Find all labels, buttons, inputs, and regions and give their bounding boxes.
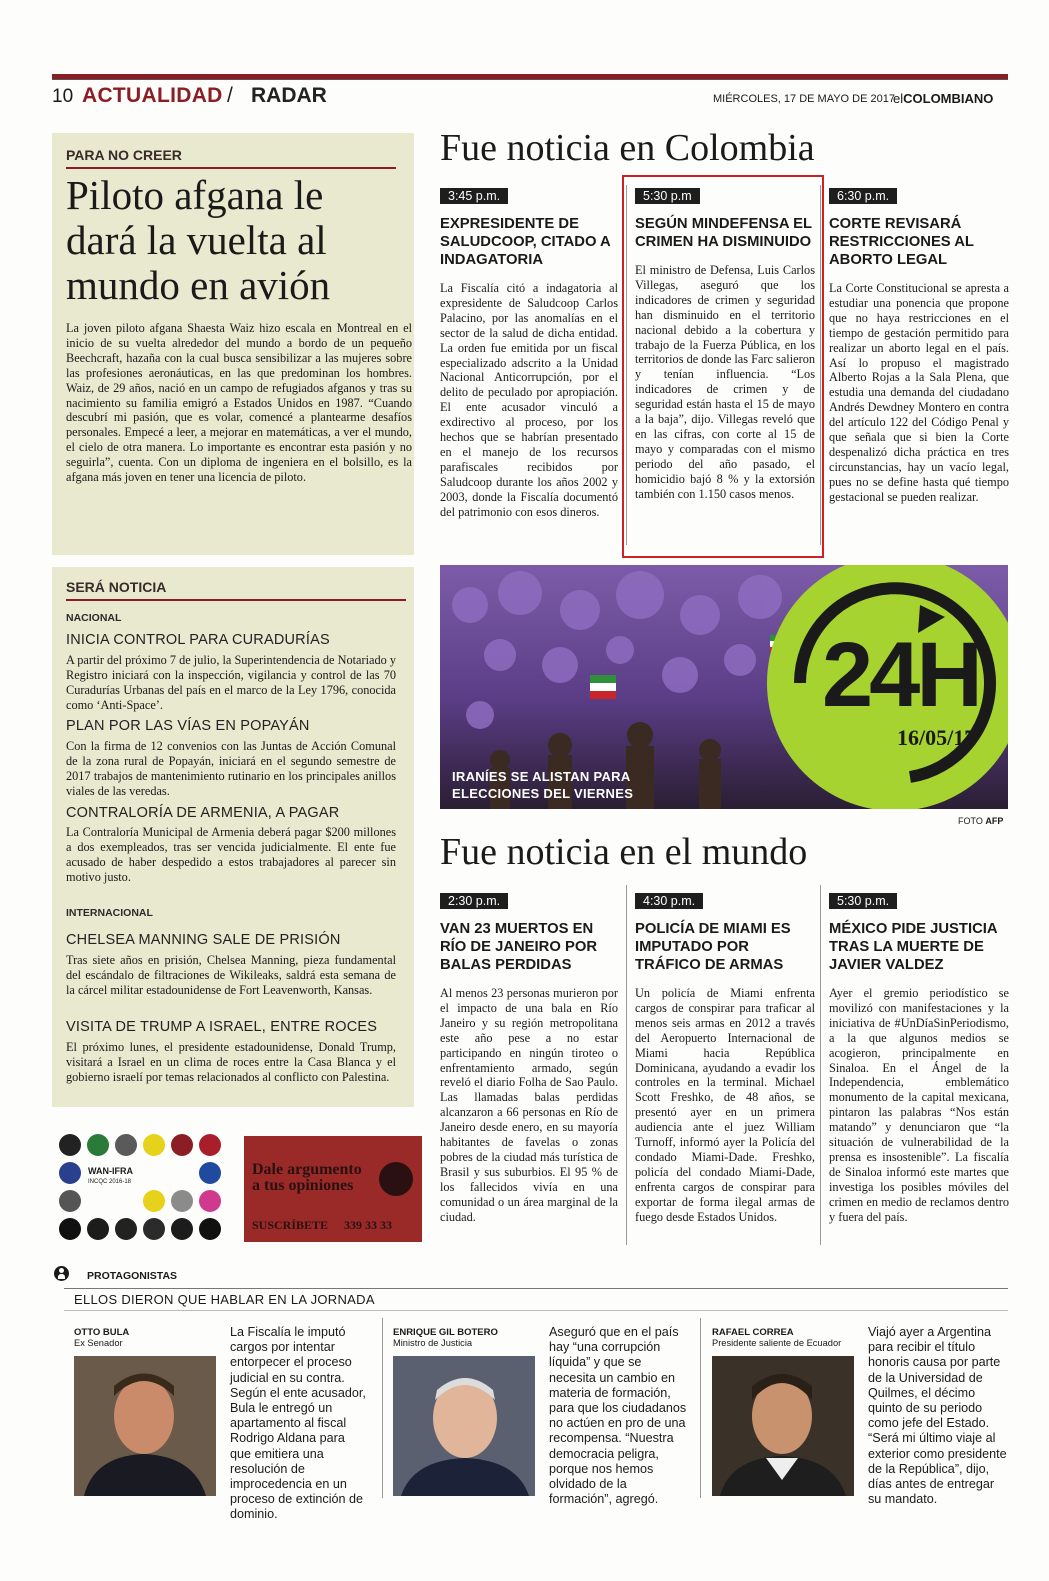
masthead-rule-thin bbox=[52, 79, 1008, 80]
color-quality-ad bbox=[54, 1133, 230, 1245]
column-body: El ministro de Defensa, Luis Carlos Villegas, aseguró que los indicadores de crimen y seguridad han disminuido en el territorio nacional debido a la cobertura y trabajo de la Fuerza Pública, en los territorios de donde las Farc salieron y tenían influencia. “Los indicadores de crimen y de seguridad están hasta el 15 de mayo a la baja”, dijo. Villegas reveló que en las cifras, con corte al 15 de mayo y comparadas con el mismo periodo del año pasado, el homicidio bajó 8 % y la extorsión también con 1.150 casos menos. bbox=[635, 263, 815, 501]
colombia-column bbox=[829, 187, 1009, 505]
brand-logo bbox=[893, 91, 993, 106]
person-text: Viajó ayer a Argentina para recibir el título honoris causa por parte de la Universidad de Quilmes, el décimo quinto de su periodo como jefe del Estado. “Será mi último viaje al exterior como presidente de la República”, dijo, días antes de entregar su mandato. bbox=[868, 1325, 1007, 1507]
portrait-icon bbox=[393, 1356, 535, 1496]
brand-name: COLOMBIANO bbox=[903, 91, 994, 106]
column-headline: CORTE REVISARÁ RESTRICCIONES AL ABORTO LEGAL bbox=[829, 216, 974, 268]
news-item-body: Con la firma de 12 convenios con las Juntas de Acción Comunal de la zona rural de Popayán, iniciará en el segundo semestre de 2017 trabajos de mantenimiento rutinario en los principales anillos viales de las veredas. bbox=[66, 739, 396, 798]
news-item-title: INICIA CONTROL PARA CURADURÍAS bbox=[66, 632, 330, 648]
para-no-creer-box bbox=[52, 133, 414, 555]
person-icon bbox=[54, 1266, 69, 1281]
subsection-name: RADAR bbox=[251, 84, 327, 107]
person-name: RAFAEL CORREA bbox=[712, 1327, 794, 1338]
column-headline: VAN 23 MUERTOS EN RÍO DE JANEIRO POR BALAS PERDIDAS bbox=[440, 921, 598, 973]
badge-date: 16/05/17 bbox=[897, 725, 976, 750]
photo-credit bbox=[958, 816, 1003, 826]
credit-source: AFP bbox=[985, 816, 1004, 826]
protagonistas-kicker: PROTAGONISTAS bbox=[87, 1270, 178, 1282]
news-item-body: La Contraloría Municipal de Armenia deberá pagar $200 millones a dos exempleados, tras ser vencida judicialmente. El ente fue acusado de haber despedido a estos trabajadores al parecer sin motivo justo. bbox=[66, 825, 396, 884]
credit-label: FOTO bbox=[958, 816, 983, 826]
protagonistas-subtitle: ELLOS DIERON QUE HABLAR EN LA JORNADA bbox=[74, 1292, 375, 1307]
column-headline: MÉXICO PIDE JUSTICIA TRAS LA MUERTE DE JAVIER VALDEZ bbox=[829, 921, 997, 973]
colombia-section-title: Fue noticia en Colombia bbox=[440, 127, 815, 169]
promo-phone: 339 33 33 bbox=[344, 1218, 392, 1232]
category-internacional: INTERNACIONAL bbox=[66, 907, 153, 919]
news-item-title: VISITA DE TRUMP A ISRAEL, ENTRE ROCES bbox=[66, 1019, 378, 1035]
promo-line: Dale argumento bbox=[252, 1161, 362, 1178]
colombia-column bbox=[440, 187, 618, 520]
badge-24h: 24H bbox=[822, 624, 979, 726]
photo-caption-line: ELECCIONES DEL VIERNES bbox=[452, 786, 634, 801]
protagonistas-rule bbox=[64, 1310, 1008, 1311]
time-tag: 4:30 p.m. bbox=[635, 893, 703, 909]
column-body: Ayer el gremio periodístico se movilizó con manifestaciones y la iniciativa de #UnDíaSinPeriodismo, a la que algunos medios se acogieron, principalmente en Sinaloa. En el Ángel de la Independencia, emblemático monumento de la capital mexicana, pintaron las palabras “Nos están matando” y denunciaron que “la situación de vulnerabilidad de la prensa es insostenible”. La fiscalía de Sinaloa informó este martes que investiga los posibles móviles del crimen en medio de reclamos dentro y fuera del país. bbox=[829, 986, 1009, 1224]
avatar bbox=[712, 1356, 854, 1496]
brand-prefix: el bbox=[893, 91, 904, 106]
time-tag: 5:30 p.m. bbox=[829, 893, 897, 909]
column-headline: SEGÚN MINDEFENSA EL CRIMEN HA DISMINUIDO bbox=[635, 216, 812, 250]
person-text: La Fiscalía le imputó cargos por intentar entorpecer el proceso judicial en su contra. Según el ente acusador, Bula le entregó un apartamento al fiscal Rodrigo Aldana para que emitiera una resolución de improcedencia en un proceso de extinción de dominio. bbox=[230, 1325, 366, 1522]
column-divider bbox=[700, 1318, 701, 1498]
page-number: 10 bbox=[52, 86, 74, 107]
para-no-creer-body: La joven piloto afgana Shaesta Waiz hizo escala en Montreal en el inicio de su vuelta alrededor del mundo a bordo de un pequeño Beechcraft, hazaña con la cual busca sensibilizar a las mujeres sobre las profesiones aeronáuticas, en las que predominan los hombres. Waiz, de 29 años, nació en un campo de refugiados afganos y tras su nacimiento su familia emigró a Estados Unidos en 1987. “Cuando descubrí mi pasión, que es volar, comencé a plantearme desafíos personales. Empecé a leer, a mejorar en matemáticas, a ver el mundo, el cielo de otra manera. Lo importante es encontrar esta pasión y no seguirla”, cuenta. Con un diploma de ingeniera en el bolsillo, es la afgana más joven en tener una licencia de piloto. bbox=[66, 321, 412, 485]
sera-noticia-box bbox=[52, 567, 414, 1107]
mundo-column bbox=[440, 892, 618, 1225]
column-divider bbox=[626, 885, 627, 1245]
photo-caption bbox=[452, 768, 633, 802]
portrait-icon bbox=[74, 1356, 216, 1496]
person-name: ENRIQUE GIL BOTERO bbox=[393, 1327, 498, 1338]
protagonistas-rule bbox=[64, 1288, 1008, 1289]
column-body: La Fiscalía citó a indagatoria al expresidente de Saludcoop Carlos Palacino, por las anomalías en el sector de la salud de dicha entidad. La orden fue emitida por un fiscal especializado adscrito a la Unidad Nacional Anticorrupción, por el delito de peculado por apropiación. El ente acusador vinculó a exdirectivo al proceso, por los hechos que se habrían presentado en el manejo de los recursos parafiscales recibidos por Saludcoop durante los años 2002 y 2003, donde la Fiscalía documentó del patrimonio con esos dineros. bbox=[440, 281, 618, 519]
avatar bbox=[74, 1356, 216, 1496]
highlight-box bbox=[622, 175, 824, 558]
wan-sub: INCQC 2016-18 bbox=[88, 1179, 132, 1185]
time-tag: 2:30 p.m. bbox=[440, 893, 508, 909]
subscribe-promo[interactable] bbox=[244, 1136, 422, 1242]
time-tag: 3:45 p.m. bbox=[440, 188, 508, 204]
person-text: Aseguró que en el país hay “una corrupción líquida” y que se necesita un cambio en materia de formación, para que los ciudadanos no actúen en pro de una recompensa. “Nuestra democracia peligra, porque nos hemos olvidado de la formación”, agregó. bbox=[549, 1325, 687, 1507]
category-nacional: NACIONAL bbox=[66, 612, 122, 624]
section-separator: / bbox=[227, 84, 233, 107]
section-name: ACTUALIDAD bbox=[82, 84, 223, 107]
column-body: Un policía de Miami enfrenta cargos de conspirar para traficar al menos seis armas en 2012 a través del Aeropuerto Internacional de Miami hacia República Dominicana, ayudando a evadir los controles en la terminal. Michael Scott Freshko, de 48 años, se presentó ayer en un primera audiencia ante el juez William Turnoff, informó ayer la Policía del condado Miami-Dade. Freshko, policía del condado Miami-Dade, enfrenta cargos de conspirar para exportar de forma ilegal armas de fuego desde Estados Unidos. bbox=[635, 986, 815, 1224]
time-tag: 6:30 p.m. bbox=[829, 188, 897, 204]
promo-cta: SUSCRÍBETE bbox=[252, 1218, 329, 1232]
news-photo bbox=[440, 565, 1008, 809]
column-divider bbox=[820, 885, 821, 1245]
para-no-creer-headline: Piloto afgana le dará la vuelta al mundo en avión bbox=[66, 172, 331, 308]
news-item-body: Tras siete años en prisión, Chelsea Manning, pieza fundamental del escándalo de filtraciones de Wikileaks, saldrá esta semana de la cárcel militar estadounidense de Fort Leavenworth, Kansas. bbox=[66, 953, 396, 997]
time-tag: 5:30 p.m bbox=[635, 188, 700, 204]
promo-line: a tus opiniones bbox=[252, 1177, 354, 1194]
person-role: Ex Senador bbox=[74, 1338, 123, 1348]
person-role: Ministro de Justicia bbox=[393, 1338, 473, 1348]
column-headline: EXPRESIDENTE DE SALUDCOOP, CITADO A INDAGATORIA bbox=[440, 216, 611, 268]
portrait-icon bbox=[712, 1356, 854, 1496]
column-divider bbox=[382, 1318, 383, 1498]
mundo-column bbox=[829, 892, 1009, 1225]
news-item-title: CHELSEA MANNING SALE DE PRISIÓN bbox=[66, 932, 341, 948]
para-no-creer-kicker: PARA NO CREER bbox=[66, 147, 182, 163]
news-item-title: CONTRALORÍA DE ARMENIA, A PAGAR bbox=[66, 805, 340, 821]
mundo-column bbox=[635, 892, 815, 1225]
column-body: Al menos 23 personas murieron por el impacto de una bala en Río Janeiro y su región metropolitana este año pese a no estar participando en ningún tiroteo o enfrentamiento armado, según reveló el diario Folha de Sao Paulo. Las llamadas balas perdidas alcanzaron a 66 personas en Río de Janeiro desde enero, en su mayoría habitantes de favelas o zonas pobres de la ciudad más turística de Brasil y sus suburbios. El 95 % de los fallecidos vivía en una comunidad o un área marginal de la ciudad. bbox=[440, 986, 618, 1224]
kicker-rule bbox=[66, 599, 406, 601]
person-name: OTTO BULA bbox=[74, 1327, 130, 1338]
kicker-rule bbox=[66, 167, 396, 169]
mundo-section-title: Fue noticia en el mundo bbox=[440, 831, 808, 873]
news-item-title: PLAN POR LAS VÍAS EN POPAYÁN bbox=[66, 718, 310, 734]
news-item-body: El próximo lunes, el presidente estadounidense, Donald Trump, visitará a Israel en un clima de roces entre la Casa Blanca y el gobierno israelí por temas relacionados al conflicto con Palestina. bbox=[66, 1040, 396, 1084]
dateline: MIÉRCOLES, 17 DE MAYO DE 2017 bbox=[713, 93, 895, 105]
sera-noticia-kicker: SERÁ NOTICIA bbox=[66, 579, 167, 595]
brand-c-icon bbox=[379, 1162, 413, 1196]
person-role: Presidente saliente de Ecuador bbox=[712, 1338, 842, 1348]
wan-label: WAN-IFRA bbox=[88, 1166, 133, 1176]
photo-caption-line: IRANÍES SE ALISTAN PARA bbox=[452, 769, 631, 784]
column-headline: POLICÍA DE MIAMI ES IMPUTADO POR TRÁFICO DE ARMAS bbox=[635, 921, 791, 973]
column-body: La Corte Constitucional se apresta a estudiar una ponencia que propone que no haya restricciones en el tiempo de gestación permitido para realizar un aborto legal en el país. Así lo propuso el magistrado Alberto Rojas a la Sala Plena, que estudia una demanda del ciudadano Andrés Dewdney Montero en contra del artículo 122 del Código Penal y que señala que si bien la Corte despenalizó dicha práctica en tres circunstancias, hay un vacío legal, pues no se define hasta qué tiempo gestacional se pueden realizar. bbox=[829, 281, 1009, 504]
avatar bbox=[393, 1356, 535, 1496]
news-item-body: A partir del próximo 7 de julio, la Superintendencia de Notariado y Registro iniciará con la inspección, vigilancia y control de las 70 Curadurías Urbanas del país en el marco de la Ley 1796, conocida como ‘Anti-Space’. bbox=[66, 653, 396, 712]
color-dots-icon bbox=[54, 1133, 230, 1245]
